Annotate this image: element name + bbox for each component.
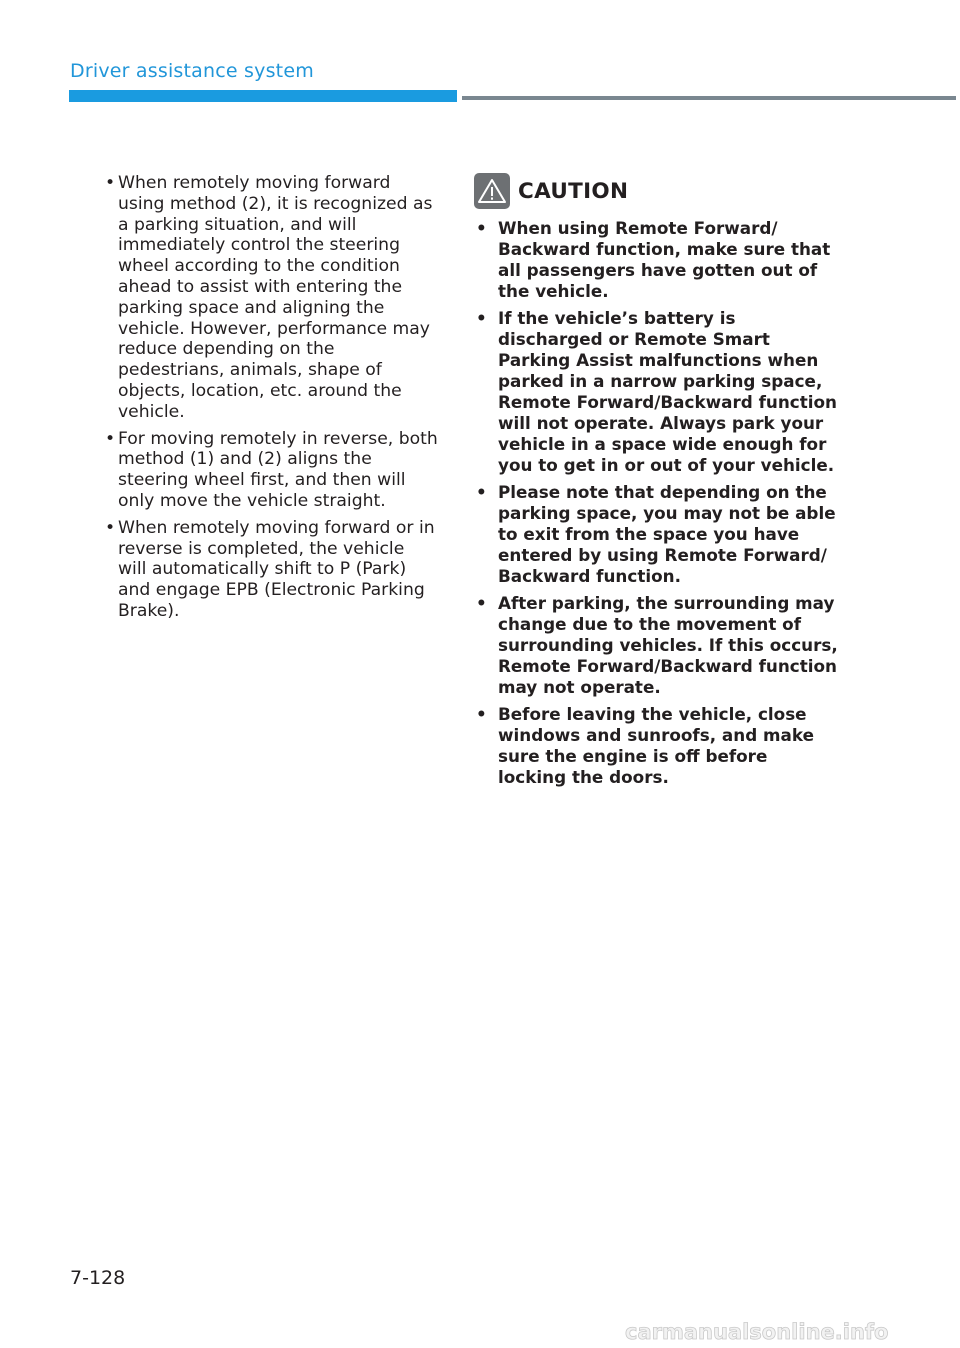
warning-triangle-icon [474,173,510,209]
watermark-text: carmanualsonline.info [625,1320,889,1344]
list-item [474,704,840,788]
bullet-icon: • [105,428,116,449]
bullet-icon: • [105,173,116,193]
caution-title: CAUTION [518,178,629,204]
bullet-icon: • [476,308,487,328]
bullet-icon: • [476,704,487,724]
list-item [474,482,840,587]
caution-box [474,170,840,794]
list-item-text: After parking, the surrounding may change due to the movement of surrounding vehicles. If this occurs, Remote Forward/Backward function may not operate. [498,593,838,697]
list-item [102,429,438,512]
list-item [102,518,438,622]
watermark [625,1318,955,1344]
page-number: 7-128 [70,1267,126,1289]
list-item [474,593,840,698]
list-item [474,218,840,302]
caution-list [474,218,840,788]
bullet-icon: • [476,218,487,238]
list-item-text: If the vehicle’s battery is discharged or Remote Smart Parking Assist malfunctions when parked in a narrow parking space, Remote Forward/Backward function will not operate. Always park your vehicle in a space wide enough for you to get in or out of your vehicle. [498,308,837,475]
bullet-icon: • [476,593,487,613]
left-column [102,173,438,628]
bullet-icon: • [476,482,487,502]
list-item-text: Please note that depending on the parking space, you may not be able to exit from the space you have entered by using Remote Forward/ Backward function. [498,482,836,586]
list-item-text: For moving remotely in reverse, both method (1) and (2) aligns the steering wheel first, and then will only move the vehicle straight. [118,428,438,511]
bullet-icon: • [105,517,116,538]
header-rule [462,96,956,100]
header-accent-bar [69,90,457,102]
list-item [474,308,840,476]
list-item-text: When remotely moving forward or in reverse is completed, the vehicle will automatically shift to P (Park) and engage EPB (Electronic Parking Brake). [118,517,435,621]
left-bullet-list [102,173,438,622]
list-item [102,173,438,423]
list-item-text: Before leaving the vehicle, close windows and sunroofs, and make sure the engine is off before locking the doors. [498,704,814,787]
list-item-text: When using Remote Forward/ Backward function, make sure that all passengers have gotten out of the vehicle. [498,218,831,301]
caution-header [474,170,840,212]
list-item-text: When remotely moving forward using method (2), it is recognized as a parking situation, and will immediately control the steering wheel according to the condition ahead to assist with entering the parking space and aligning the vehicle. However, performance may reduce depending on the pedestrians, animals, shape of objects, location, etc. around the vehicle. [118,173,433,422]
section-title: Driver assistance system [70,60,314,82]
